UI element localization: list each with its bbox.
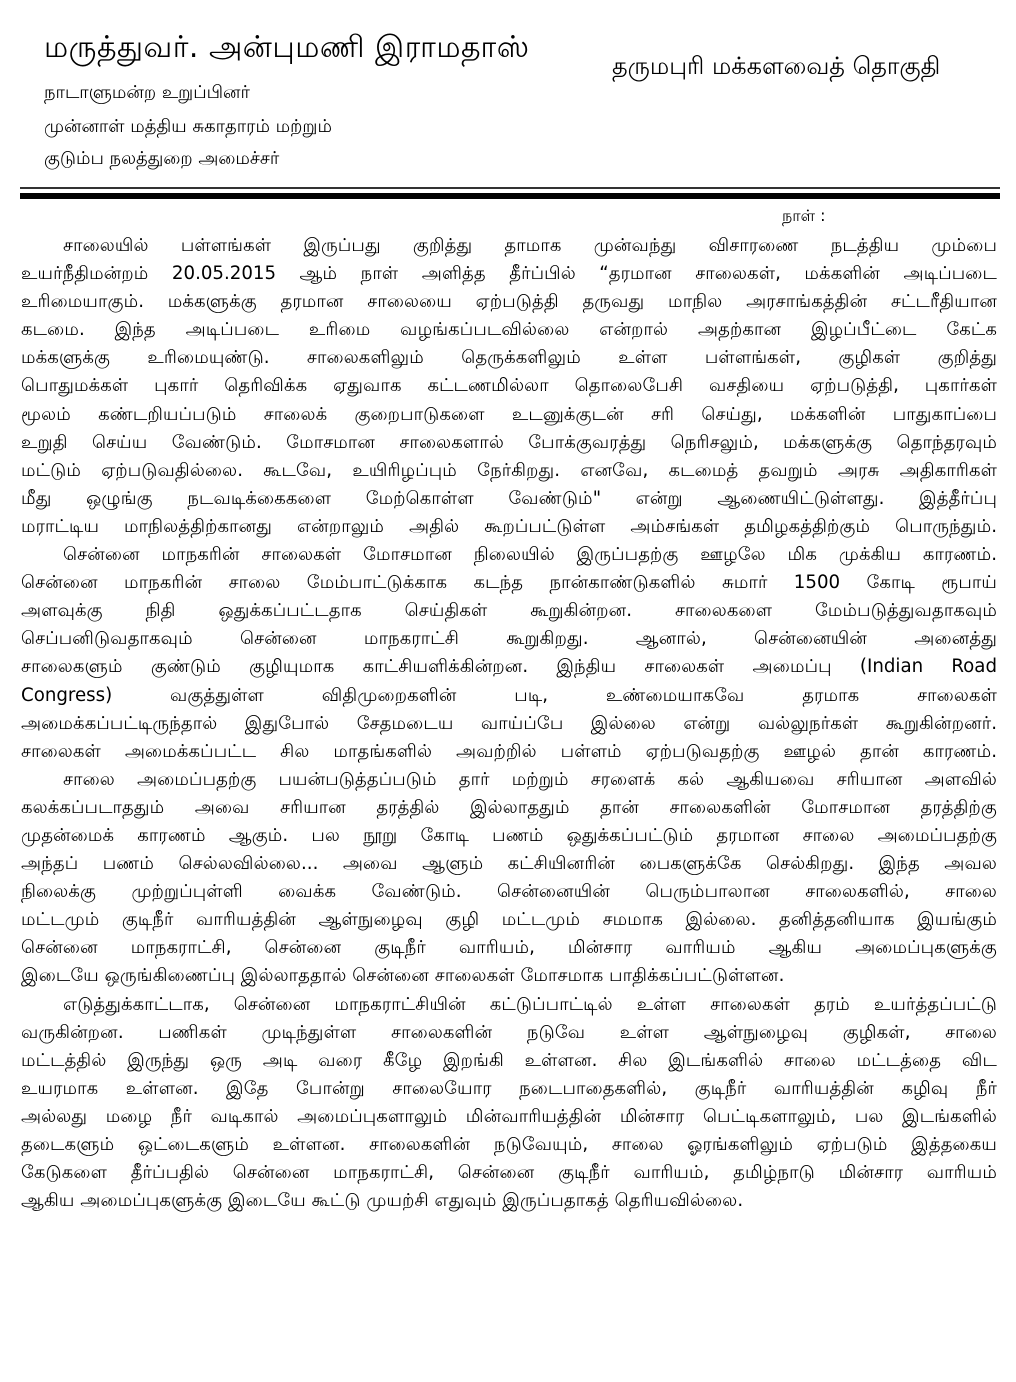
body-line: உரிமையாகும். மக்களுக்கு தரமான சாலையை ஏற்படுத்தி தருவது மாநில அரசாங்கத்தின் சட்டரீதியான (21, 291, 997, 313)
designation-line: குடும்ப நலத்துறை அமைச்சர் (44, 148, 280, 169)
body-line: Congress) வகுத்துள்ள விதிமுறைகளின் படி, உண்மையாகவே தரமாக சாலைகள் (21, 684, 997, 706)
body-line: கலக்கப்படாததும் அவை சரியான தரத்தில் இல்லாததும் தான் சாலைகளின் மோசமான தரத்திற்கு (21, 796, 997, 818)
body-line: மட்டும் ஏற்படுவதில்லை. கூடவே, உயிரிழப்பும் நேர்கிறது. எனவே, கடமைத் தவறும் அரசு அதிகாரிகள் (21, 459, 997, 481)
letter-body (21, 232, 997, 1215)
sender-name: மருத்துவர். அன்புமணி இராமதாஸ் (44, 30, 530, 65)
divider-thick (20, 193, 1000, 199)
body-line: அந்தப் பணம் செல்லவில்லை... அவை ஆளும் கட்சியினரின் பைகளுக்கே செல்கிறது. இந்த அவல (21, 853, 997, 875)
body-line: சாலையில் பள்ளங்கள் இருப்பது குறித்து தாமாக முன்வந்து விசாரணை நடத்திய மும்பை (63, 235, 997, 256)
body-line: சாலைகள் அமைக்கப்பட்ட சில மாதங்களில் அவற்றில் பள்ளம் ஏற்படுவதற்கு ஊழல் தான் காரணம். (21, 740, 997, 762)
body-line: முதன்மைக் காரணம் ஆகும். பல நூறு கோடி பணம் ஒதுக்கப்பட்டும் தரமான சாலை அமைப்பதற்கு (21, 824, 997, 846)
body-line: இடையே ஒருங்கிணைப்பு இல்லாததால் சென்னை சாலைகள் மோசமாக பாதிக்கப்பட்டுள்ளன. (21, 965, 785, 987)
date-label: நாள் : (782, 206, 826, 225)
body-line: சென்னை மாநகராட்சி, சென்னை குடிநீர் வாரியம், மின்சார வாரியம் ஆகிய அமைப்புகளுக்கு (21, 937, 997, 959)
body-line: செப்பனிடுவதாகவும் சென்னை மாநகராட்சி கூறுகிறது. ஆனால், சென்னையின் அனைத்து (21, 628, 997, 650)
body-line: உயர்நீதிமன்றம் 20.05.2015 ஆம் நாள் அளித்த தீர்ப்பில் “தரமான சாலைகள், மக்களின் அடிப்படை (21, 263, 997, 285)
body-line: சென்னை மாநகரின் சாலைகள் மோசமான நிலையில் இருப்பதற்கு ஊழலே மிக முக்கிய காரணம். (63, 544, 997, 566)
body-line: வருகின்றன. பணிகள் முடிந்துள்ள சாலைகளின் நடுவே உள்ள ஆள்நுழைவு குழிகள், சாலை (21, 1021, 997, 1043)
body-line: உயரமாக உள்ளன. இதே போன்று சாலையோர நடைபாதைகளில், குடிநீர் வாரியத்தின் கழிவு நீர் (21, 1077, 997, 1099)
body-line: பொதுமக்கள் புகார் தெரிவிக்க ஏதுவாக கட்டணமில்லா தொலைபேசி வசதியை ஏற்படுத்தி, புகார்கள் (21, 375, 997, 397)
body-line: கேடுகளை தீர்ப்பதில் சென்னை மாநகராட்சி, சென்னை குடிநீர் வாரியம், தமிழ்நாடு மின்சார வாரியம் (21, 1162, 997, 1184)
divider-thin (20, 187, 1000, 189)
body-line: அல்லது மழை நீர் வடிகால் அமைப்புகளாலும் மின்வாரியத்தின் மின்சார பெட்டிகளாலும், பல இடங்களில் (21, 1105, 997, 1127)
body-line: ஆகிய அமைப்புகளுக்கு இடையே கூட்டு முயற்சி எதுவும் இருப்பதாகத் தெரியவில்லை. (21, 1190, 744, 1212)
body-line: நிலைக்கு முற்றுப்புள்ளி வைக்க வேண்டும். சென்னையின் பெரும்பாலான சாலைகளில், சாலை (21, 881, 997, 903)
body-line: மராட்டிய மாநிலத்திற்கானது என்றாலும் அதில் கூறப்பட்டுள்ள அம்சங்கள் தமிழகத்திற்கும் பொருந்தும். (21, 515, 997, 537)
body-line: சாலைகளும் குண்டும் குழியுமாக காட்சியளிக்கின்றன. இந்திய சாலைகள் அமைப்பு (Indian Road (21, 656, 997, 678)
body-line: அளவுக்கு நிதி ஒதுக்கப்பட்டதாக செய்திகள் கூறுகின்றன. சாலைகளை மேம்படுத்துவதாகவும் (21, 600, 997, 622)
body-line: கடமை. இந்த அடிப்படை உரிமை வழங்கப்படவில்லை என்றால் அதற்கான இழப்பீட்டை கேட்க (21, 319, 997, 341)
body-line: தடைகளும் ஒட்டைகளும் உள்ளன. சாலைகளின் நடுவேயும், சாலை ஓரங்களிலும் ஏற்படும் இத்தகைய (21, 1134, 997, 1155)
designation-line: நாடாளுமன்ற உறுப்பினர் (44, 82, 250, 103)
constituency-title: தருமபுரி மக்களவைத் தொகுதி (612, 52, 941, 80)
body-line: மூலம் கண்டறியப்படும் சாலைக் குறைபாடுகளை உடனுக்குடன் சரி செய்து, மக்களின் பாதுகாப்பை (21, 403, 997, 425)
letterhead (0, 0, 1016, 200)
body-line: எடுத்துக்காட்டாக, சென்னை மாநகராட்சியின் கட்டுப்பாட்டில் உள்ள சாலைகள் தரம் உயர்த்தப்பட்டு (63, 993, 997, 1015)
body-line: மக்களுக்கு உரிமையுண்டு. சாலைகளிலும் தெருக்களிலும் உள்ள பள்ளங்கள், குழிகள் குறித்து (21, 347, 997, 369)
designation-line: முன்னாள் மத்திய சுகாதாரம் மற்றும் (44, 116, 332, 137)
body-line: உறுதி செய்ய வேண்டும். மோசமான சாலைகளால் போக்குவரத்து நெரிசலும், மக்களுக்கு தொந்தரவும் (21, 431, 997, 453)
body-line: அமைக்கப்பட்டிருந்தால் இதுபோல் சேதமடைய வாய்ப்பே இல்லை என்று வல்லுநர்கள் கூறுகின்றனர். (21, 712, 997, 734)
body-line: மட்டத்தில் இருந்து ஒரு அடி வரை கீழே இறங்கி உள்ளன. சில இடங்களில் சாலை மட்டத்தை விட (21, 1049, 997, 1071)
body-line: மட்டமும் குடிநீர் வாரியத்தின் ஆள்நுழைவு குழி மட்டமும் சமமாக இல்லை. தனித்தனியாக இயங்கும் (21, 909, 997, 931)
body-line: சாலை அமைப்பதற்கு பயன்படுத்தப்படும் தார் மற்றும் சரளைக் கல் ஆகியவை சரியான அளவில் (63, 768, 997, 790)
body-line: மீது ஒழுங்கு நடவடிக்கைகளை மேற்கொள்ள வேண்டும்" என்று ஆணையிட்டுள்ளது. இத்தீர்ப்பு (21, 487, 997, 509)
body-line: சென்னை மாநகரின் சாலை மேம்பாட்டுக்காக கடந்த நான்காண்டுகளில் சுமார் 1500 கோடி ரூபாய் (21, 572, 997, 594)
